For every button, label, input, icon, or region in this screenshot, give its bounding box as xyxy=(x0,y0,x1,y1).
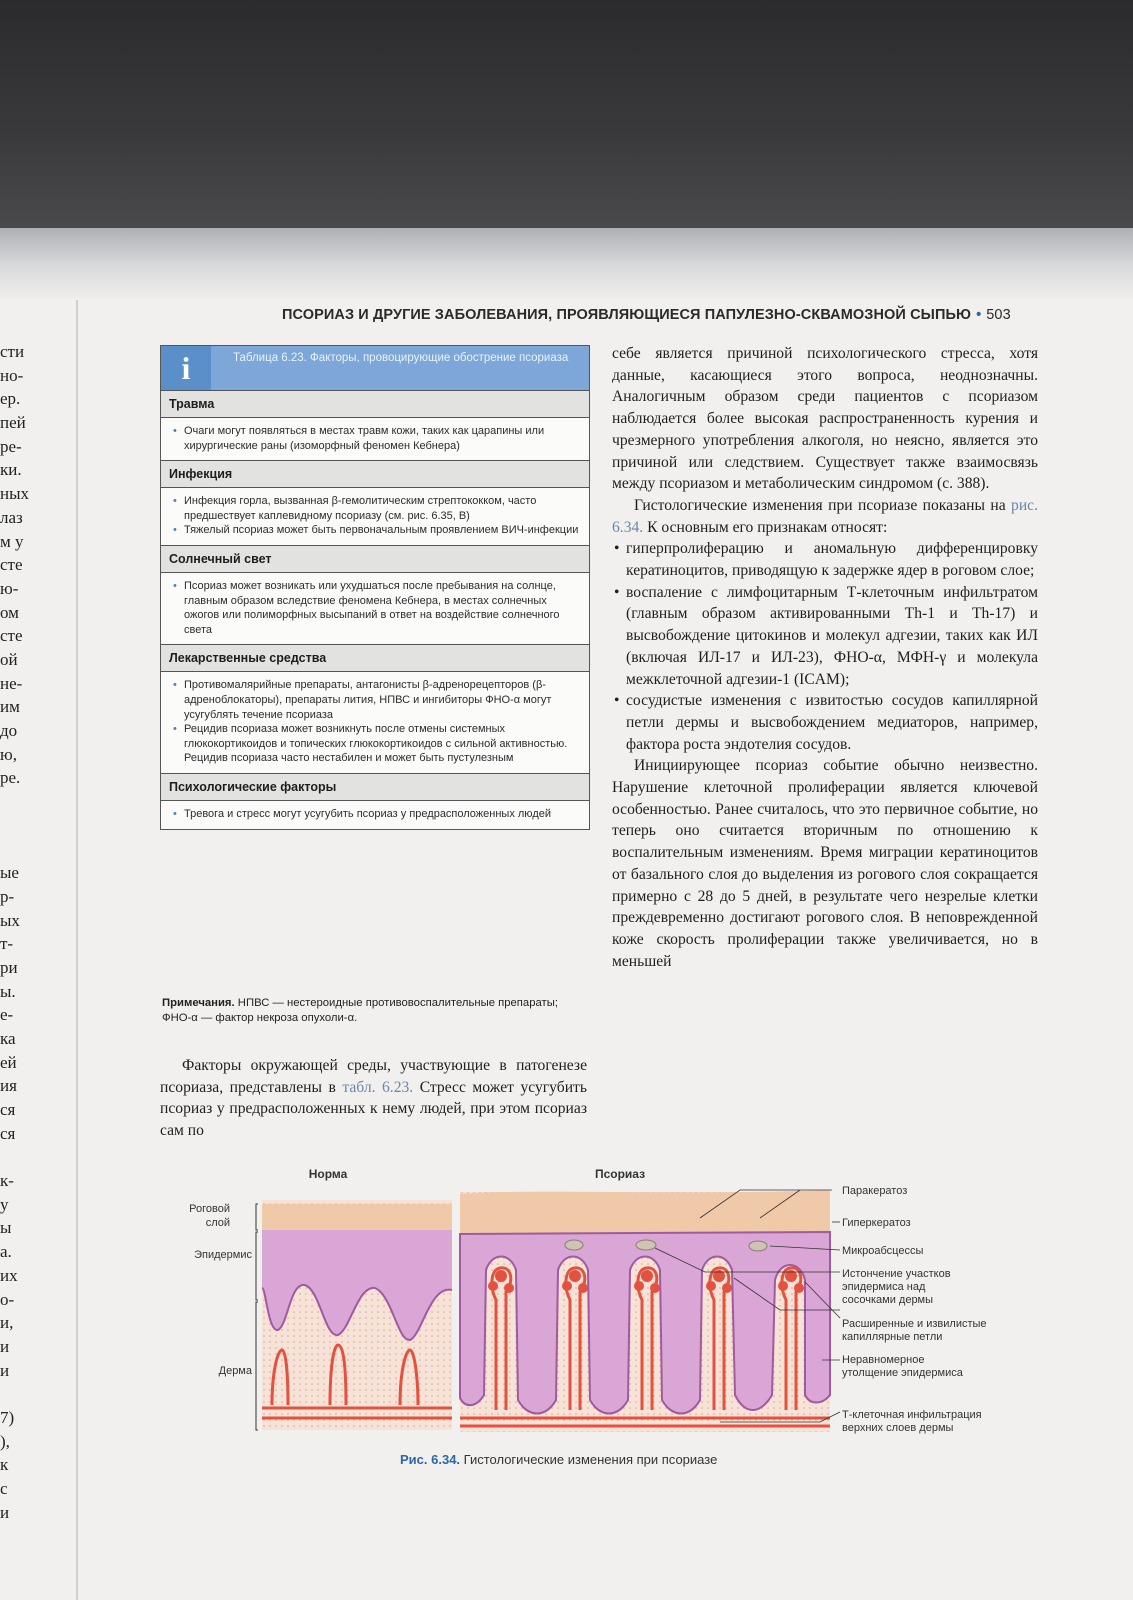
facing-page-line: т- xyxy=(0,934,14,954)
label-epidermis: Эпидермис xyxy=(194,1249,252,1261)
note-label: Примечания. xyxy=(162,997,235,1009)
table-bullet-item: • Тревога и стресс могут усугубить псориаз у предрасположенных людей xyxy=(173,807,579,822)
facing-page-line: им xyxy=(0,697,20,717)
facing-page-line xyxy=(0,814,40,838)
label-psoriasis: Псориаз xyxy=(594,1167,646,1181)
facing-page-line: но- xyxy=(0,365,24,385)
paragraph: Инициирующее псориаз событие обычно неизвестно. Нарушение клеточной пролиферации является ключевой особенностью. Ранее считалось, что это первичное событие, но теперь оно считается вторичным по отношению к воспалительным изменениям. Время миграции кератиноцитов от базального слоя до выделения из рогового слоя сокращается примерно с 28 до 5 дней, в результате чего незрелые клетки преждевременно достигают рогового слоя. В неповрежденной коже скорость пролиферации также увеличивается, но в меньшей xyxy=(612,757,1038,970)
facing-page-line: ы. xyxy=(0,981,16,1001)
facing-page-line: к xyxy=(0,1455,9,1475)
label-horny-layer-2: слой xyxy=(205,1217,230,1229)
facing-page-line: у xyxy=(0,1194,9,1214)
table-section-items xyxy=(161,418,589,460)
figure-illustration xyxy=(160,1160,1060,1450)
table-bullet-item: • Тяжелый псориаз может быть первоначальным проявлением ВИЧ-инфекции xyxy=(173,523,579,538)
facing-page-line: пей xyxy=(0,413,26,433)
table-header xyxy=(161,346,589,390)
page-shadow xyxy=(0,228,1133,298)
label-capillaries: Расширенные и извилистые xyxy=(842,1318,987,1330)
label-parakeratosis: Паракератоз xyxy=(842,1185,908,1197)
label-hyperkeratosis: Гиперкератоз xyxy=(842,1217,911,1229)
facing-page-line xyxy=(0,1382,40,1406)
facing-page-line: е- xyxy=(0,1005,14,1025)
label-thinning-3: сосочками дермы xyxy=(842,1294,934,1306)
label-t-cell-infiltration: Т-клеточная инфильтрация xyxy=(842,1409,982,1421)
table-bullet-item: • Очаги могут появляться в местах травм кожи, таких как царапины или хирургические раны (изоморфный феномен Кебнера) xyxy=(173,424,579,453)
page-number: 503 xyxy=(986,307,1011,323)
microabscess xyxy=(636,1240,656,1250)
facing-page-line: сти xyxy=(0,342,25,361)
page-gutter xyxy=(76,300,78,1600)
list-item: • гиперпролиферацию и аномальную дифференцировку кератиноцитов, приводящую к задержке ядер в роговом слое; xyxy=(612,538,1038,581)
paragraph: себе является причиной психологического стресса, хотя данные, касающиеся этого вопроса, неоднозначны. Аналогичным образом среди пациентов с псориазом наблюдается более высокая распространенность курения и чрезмерного употребления алкоголя, но неясно, является это причиной или следствием. Существует также взаимосвязь между псориазом и метаболическим синдромом (с. 388). xyxy=(612,345,1038,493)
info-icon: i xyxy=(161,346,211,390)
table-bullet-item: • Псориаз может возникать или ухудшаться после пребывания на солнце, главным образом вследствие феномена Кебнера, в местах солнечных ожогов или полиморфных высыпаний в ответ на воздействие солнечного света xyxy=(173,579,579,637)
label-acanthosis: Неравномерное xyxy=(842,1354,925,1366)
figure-reference-link[interactable]: рис. 6.34. xyxy=(612,496,1038,536)
facing-page-fragments xyxy=(0,340,40,1524)
facing-page-line: их xyxy=(0,1265,18,1285)
facing-page-line: ри xyxy=(0,957,18,977)
facing-page-line: р- xyxy=(0,886,15,906)
paragraph xyxy=(160,1055,587,1142)
label-capillaries-2: капиллярные петли xyxy=(842,1331,943,1343)
header-separator: • xyxy=(976,307,982,323)
label-norm: Норма xyxy=(308,1167,348,1181)
scan-dark-margin xyxy=(0,0,1133,228)
facing-page-line xyxy=(0,790,40,814)
facing-page-line: ом xyxy=(0,602,19,622)
facing-page-line xyxy=(0,837,40,861)
facing-page-line: о- xyxy=(0,1289,15,1309)
horny-layer xyxy=(262,1204,452,1230)
label-thinning-2: эпидермиса над xyxy=(842,1281,926,1293)
table-section-heading: Лекарственные средства xyxy=(161,644,589,672)
facing-page-line: ые xyxy=(0,863,19,883)
facing-page-line: к- xyxy=(0,1171,14,1191)
facing-page-line: с xyxy=(0,1479,8,1498)
table-section-items xyxy=(161,488,589,545)
facing-page-line: ю- xyxy=(0,578,19,598)
facing-page-line: ю, xyxy=(0,744,17,764)
facing-page-line: и xyxy=(0,1502,10,1522)
table-bullet-item: • Инфекция горла, вызванная β-гемолитическим стрептококком, часто предшествует каплевидному псориазу (см. рис. 6.35, В) xyxy=(173,494,579,523)
facing-page-line: и xyxy=(0,1336,10,1356)
text-run: Стресс может усугубить псориаз у предрасположенных к нему людей, при этом псориаз сам по xyxy=(160,1078,587,1140)
normal-skin-panel xyxy=(262,1200,452,1430)
table-section-items xyxy=(161,573,589,644)
right-text-column xyxy=(612,343,1038,972)
microabscess xyxy=(565,1240,583,1250)
facing-page-line: ка xyxy=(0,1028,16,1048)
label-microabscesses: Микроабсцессы xyxy=(842,1245,924,1257)
figure-caption xyxy=(400,1452,717,1467)
text-run: К основным его признакам относят: xyxy=(643,518,888,536)
table-section-heading: Солнечный свет xyxy=(161,545,589,573)
facing-page-line: и xyxy=(0,1360,10,1380)
facing-page-line: ре. xyxy=(0,768,21,788)
microabscess xyxy=(749,1241,767,1251)
facing-page-line: ся xyxy=(0,1123,16,1143)
table-section-items xyxy=(161,672,589,773)
label-horny-layer: Роговой xyxy=(189,1203,230,1215)
table-bullet-item: • Рецидив псориаза может возникнуть после отмены системных глюкокортикоидов и топических глюкокортикоидов с сильной активностью. Рецидив псориаза часто нестабилен и может быть пустулезным xyxy=(173,722,579,766)
caption-text: Гистологические изменения при псориазе xyxy=(460,1452,718,1467)
facing-page-line: ), xyxy=(0,1431,10,1451)
facing-page-line: ей xyxy=(0,1052,17,1072)
facing-page-line: ки. xyxy=(0,460,22,480)
facing-page-line: ных xyxy=(0,484,30,504)
paragraph xyxy=(612,495,1038,538)
list-item: • воспаление с лимфоцитарным Т-клеточным инфильтратом (главным образом активированными Th-1 и Th-17) и высвобождение цитокинов и молекул адгезии, таких как ИЛ (включая ИЛ-17 и ИЛ-23), ФНО-α, МФН-γ и молекула межклеточной адгезии-1 (ICAM); xyxy=(612,582,1038,691)
table-section-heading: Психологические факторы xyxy=(161,773,589,801)
facing-page-line: а. xyxy=(0,1242,12,1262)
running-header xyxy=(282,307,1062,323)
facing-page-line: не- xyxy=(0,673,23,693)
facing-page-line: ся xyxy=(0,1100,16,1119)
hyperkeratosis-layer xyxy=(460,1190,830,1234)
factors-table xyxy=(160,345,590,830)
text-run: Гистологические изменения при псориазе показаны на xyxy=(634,496,1012,514)
caption-number: Рис. 6.34. xyxy=(400,1452,461,1467)
facing-page-line: сте xyxy=(0,626,23,646)
table-sections xyxy=(161,390,589,829)
facing-page-line: 7) xyxy=(0,1407,15,1427)
list-item: • сосудистые изменения с извитостью сосудов капиллярной петли дермы и высвобождением медиаторов, например, фактора роста эндотелия сосудов. xyxy=(612,690,1038,755)
label-t-cell-infiltration-2: верхних слоев дермы xyxy=(842,1422,954,1434)
facing-page-line: до xyxy=(0,721,18,740)
table-bullet-item: • Противомалярийные препараты, антагонисты β-адренорецепторов (β-адреноблокаторы), препараты лития, НПВС и ингибиторы ФНО-α могут усугублять течение псориаза xyxy=(173,678,579,722)
label-thinning: Истончение участков xyxy=(842,1268,951,1280)
left-text-column xyxy=(160,1055,587,1142)
label-dermis: Дерма xyxy=(218,1365,252,1377)
table-note xyxy=(162,996,588,1026)
feature-list xyxy=(612,538,1038,755)
psoriasis-skin-panel xyxy=(460,1190,830,1432)
table-title: Таблица 6.23. Факторы, провоцирующие обострение псориаза xyxy=(211,346,589,390)
facing-page-line: лаз xyxy=(0,507,23,527)
text-run: Факторы окружающей среды, участвующие в патогенезе псориаза, представлены в xyxy=(160,1057,587,1096)
facing-page-line: и, xyxy=(0,1313,14,1333)
facing-page-line: ия xyxy=(0,1076,17,1096)
facing-page-line: ой xyxy=(0,649,18,669)
facing-page-line: ы xyxy=(0,1218,12,1238)
table-section-heading: Травма xyxy=(161,390,589,418)
table-section-items xyxy=(161,801,589,829)
table-section-heading: Инфекция xyxy=(161,460,589,488)
label-acanthosis-2: утолщение эпидермиса xyxy=(842,1367,963,1379)
facing-page-line: м у xyxy=(0,531,24,551)
histology-figure xyxy=(160,1160,1060,1450)
facing-page-line: ых xyxy=(0,910,20,930)
note-text: НПВС — нестероидные противовоспалительные препараты; ФНО-α — фактор некроза опухоли-α. xyxy=(162,997,558,1024)
header-title: ПСОРИАЗ И ДРУГИЕ ЗАБОЛЕВАНИЯ, ПРОЯВЛЯЮЩИЕСЯ ПАПУЛЕЗНО-СКВАМОЗНОЙ СЫПЬЮ xyxy=(282,307,972,323)
facing-page-line: сте xyxy=(0,555,23,575)
facing-page-line: ре- xyxy=(0,436,22,456)
facing-page-line xyxy=(0,1145,40,1169)
table-reference-link[interactable]: табл. 6.23. xyxy=(342,1078,414,1096)
facing-page-line: ер. xyxy=(0,389,21,409)
